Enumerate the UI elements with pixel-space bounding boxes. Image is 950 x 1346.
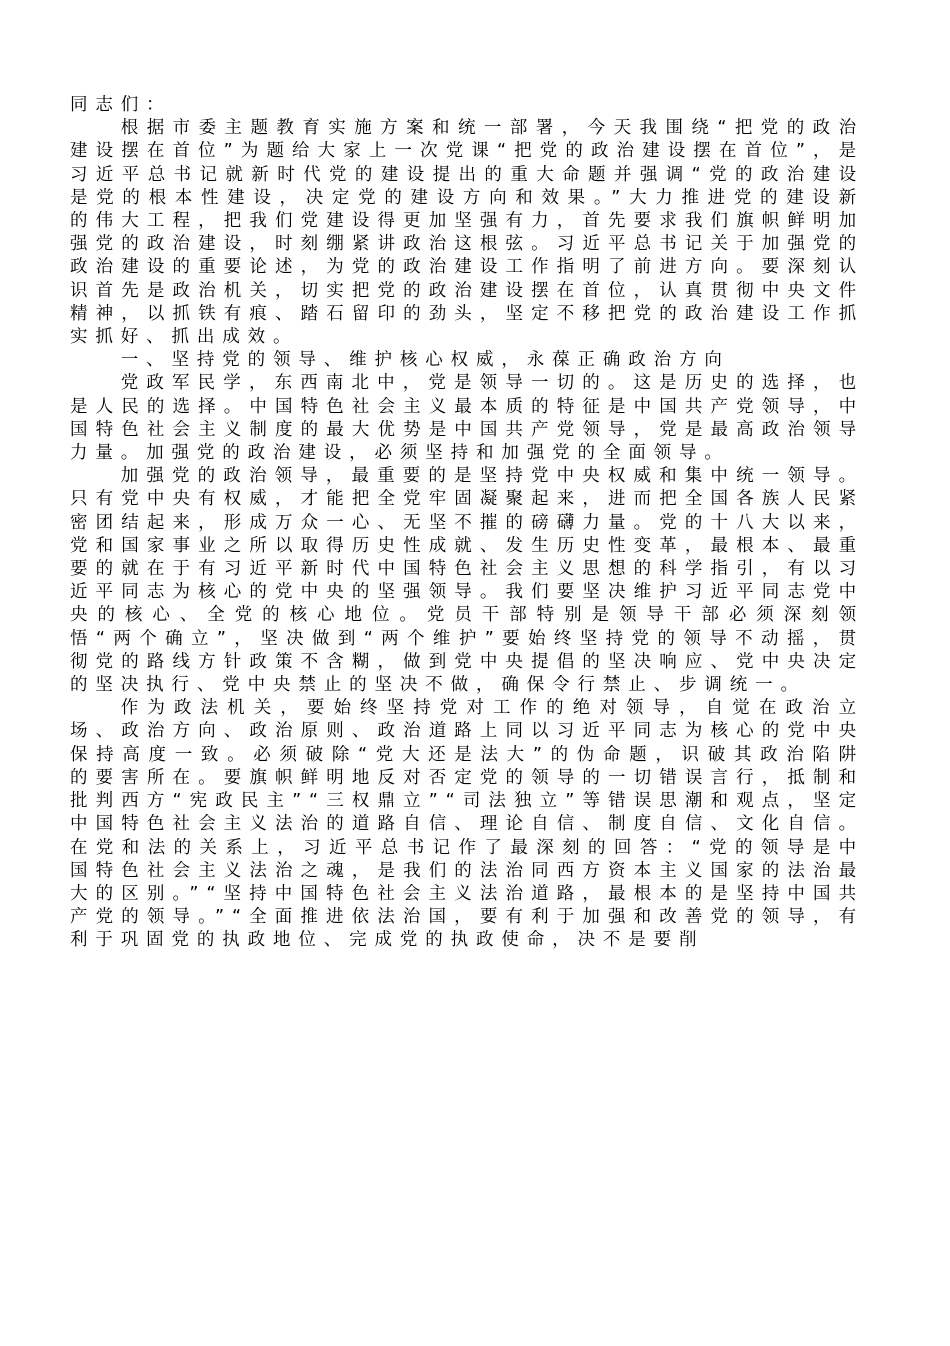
body-paragraph-3: 作为政法机关，要始终坚持党对工作的绝对领导，自觉在政治立场、政治方向、政治原则、政治道路上同以习近平同志为核心的党中央保持高度一致。必须破除“党大还是法大”的伪命题，识破其政治陷阱的要害所在。要旗帜鲜明地反对否定党的领导的一切错误言行，抵制和批判西方“宪政民主”“三权鼎立”“司法独立”等错误思潮和观点，坚定中国特色社会主义法治的道路自信、理论自信、制度自信、文化自信。在党和法的关系上，习近平总书记作了最深刻的回答：“党的领导是中国特色社会主义法治之魂，是我们的法治同西方资本主义国家的法治最大的区别。”“坚持中国特色社会主义法治道路，最根本的是坚持中国共产党的领导。”“全面推进依法治国，要有利于加强和改善党的领导，有利于巩固党的执政地位、完成党的执政使命，决不是要削 [70, 698, 864, 951]
intro-paragraph: 根据市委主题教育实施方案和统一部署，今天我围绕“把党的政治建设摆在首位”为题给大家上一次党课“把党的政治建设摆在首位”，是习近平总书记就新时代党的建设提出的重大命题并强调“党的政治建设是党的根本性建设，决定党的建设方向和效果。”大力推进党的建设新的伟大工程，把我们党建设得更加坚强有力，首先要求我们旗帜鲜明加强党的政治建设，时刻绷紧讲政治这根弦。习近平总书记关于加强党的政治建设的重要论述，为党的政治建设工作指明了前进方向。要深刻认识首先是政治机关，切实把党的政治建设摆在首位，认真贯彻中央文件精神，以抓铁有痕、踏石留印的劲头，坚定不移把党的政治建设工作抓实抓好、抓出成效。 [70, 118, 864, 348]
body-paragraph-1: 党政军民学，东西南北中，党是领导一切的。这是历史的选择，也是人民的选择。中国特色社会主义最本质的特征是中国共产党领导，中国特色社会主义制度的最大优势是中国共产党领导，党是最高政治领导力量。加强党的政治建设，必须坚持和加强党的全面领导。 [70, 373, 864, 464]
section-heading: 一、坚持党的领导、维护核心权威，永葆正确政治方向 [120, 350, 730, 371]
document-page [70, 94, 864, 953]
body-paragraph-2: 加强党的政治领导，最重要的是坚持党中央权威和集中统一领导。只有党中央有权威，才能把全党牢固凝聚起来，进而把全国各族人民紧密团结起来，形成万众一心、无坚不摧的磅礴力量。党的十八大以来，党和国家事业之所以取得历史性成就、发生历史性变革，最根本、最重要的就在于有习近平新时代中国特色社会主义思想的科学指引，有以习近平同志为核心的党中央的坚强领导。我们要坚决维护习近平同志党中央的核心、全党的核心地位。党员干部特别是领导干部必须深刻领悟“两个确立”，坚决做到“两个维护”要始终坚持党的领导不动摇，贯彻党的路线方针政策不含糊，做到党中央提倡的坚决响应、党中央决定的坚决执行、党中央禁止的坚决不做，确保令行禁止、步调统一。 [70, 466, 864, 696]
salutation: 同志们： [70, 95, 172, 115]
